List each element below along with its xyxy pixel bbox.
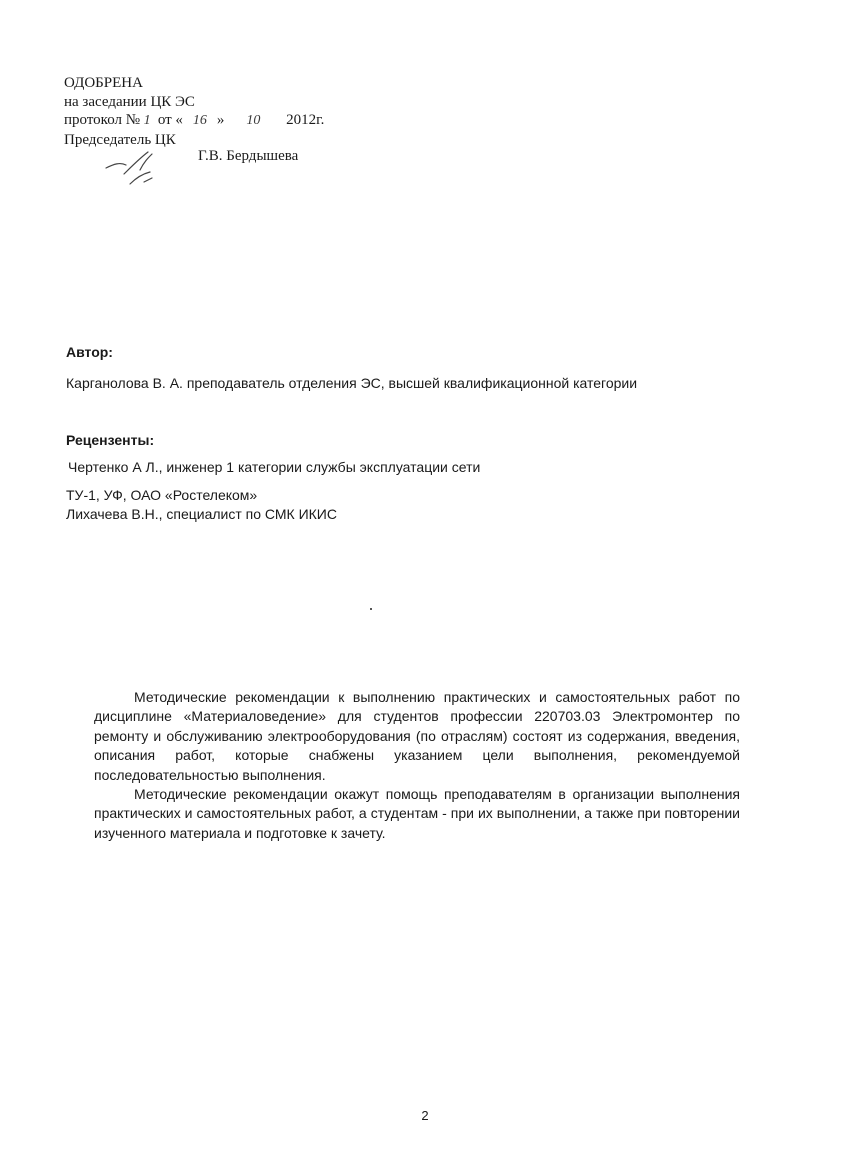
protocol-number: 1 <box>143 113 151 128</box>
handwritten-signature <box>100 148 170 188</box>
protocol-prefix: протокол № <box>64 112 141 128</box>
chair-label: Председатель ЦК <box>64 131 176 148</box>
scan-speck <box>370 608 372 610</box>
protocol-month: 10 <box>246 113 261 128</box>
reviewer-line-2: ТУ-1, УФ, ОАО «Ростелеком» <box>66 487 258 503</box>
reviewer-line-1: Чертенко А Л., инженер 1 категории службы эксплуатации сети <box>68 459 481 475</box>
author-text: Карганолова В. А. преподаватель отделения ЭС, высшей квалификационной категории <box>66 375 638 391</box>
abstract-section <box>94 688 740 843</box>
abstract-paragraph-2: Методические рекомендации окажут помощь преподавателям в организации выполнения практических и самостоятельных работ, а студентам - при их выполнении, а также при повторении изученного материала и подготовке к зачету. <box>94 786 740 841</box>
approval-protocol <box>64 111 324 131</box>
reviewers-heading: Рецензенты: <box>66 432 155 448</box>
protocol-day: 16 <box>192 113 207 128</box>
author-heading: Автор: <box>66 344 113 360</box>
approval-title: ОДОБРЕНА <box>64 75 143 91</box>
signature-row <box>100 148 360 188</box>
protocol-close: » <box>216 112 225 128</box>
protocol-from: от « <box>157 112 183 128</box>
reviewer-line-3: Лихачева В.Н., специалист по СМК ИКИС <box>66 506 337 522</box>
abstract-paragraph-1: Методические рекомендации к выполнению практических и самостоятельных работ по дисциплине «Материаловедение» для студентов профессии 220703.03 Электромонтер по ремонту и обслуживанию электрооборудования (по отраслям) состоят из содержания, введения, описания работ, которые снабжены указанием цели выполнения, рекомендуемой последовательностью выполнения. <box>94 689 740 783</box>
approval-meeting: на заседании ЦК ЭС <box>64 93 195 110</box>
protocol-year: 2012г. <box>286 112 325 128</box>
page-number: 2 <box>421 1108 429 1123</box>
approval-block <box>64 74 324 149</box>
chair-name: Г.В. Бердышева <box>198 148 299 164</box>
